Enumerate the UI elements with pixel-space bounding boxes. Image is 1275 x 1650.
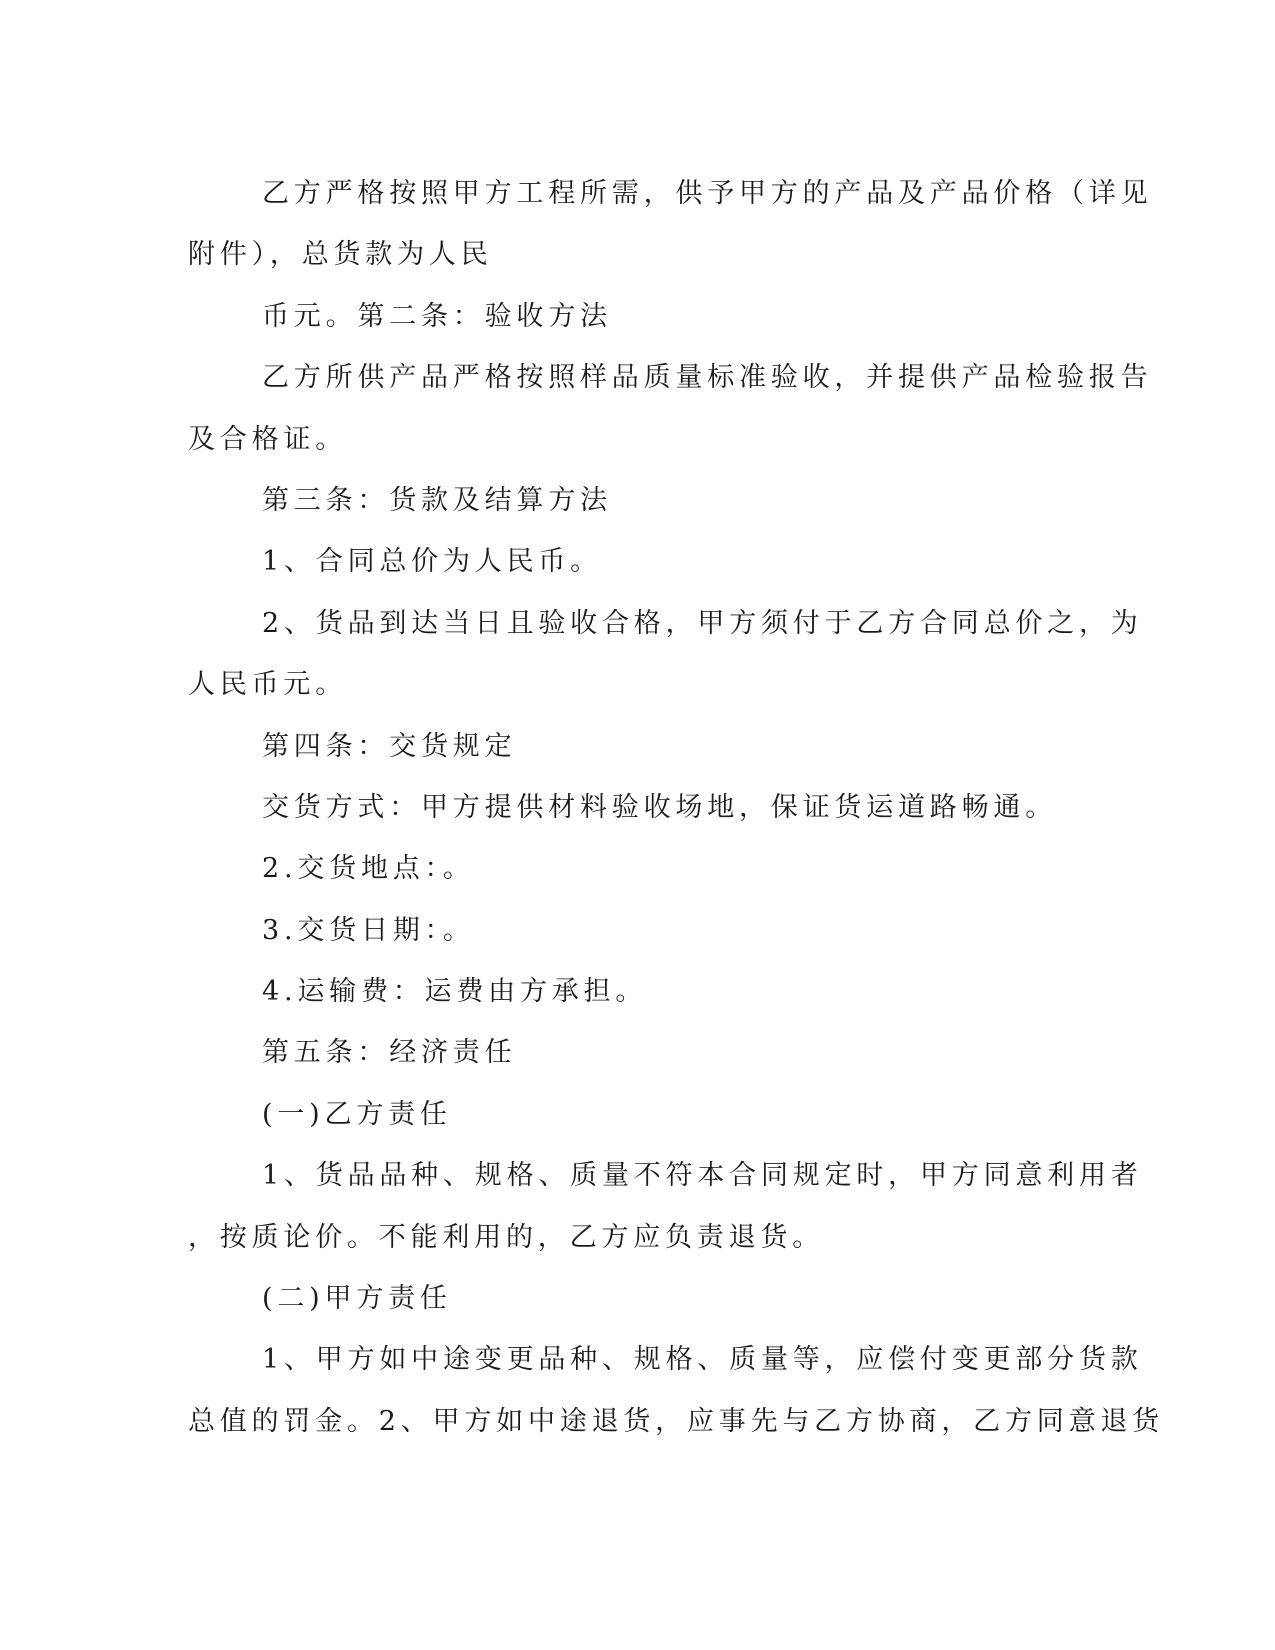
paragraph-line: 总值的罚金。2、甲方如中途退货，应事先与乙方协商，乙方同意退货 — [188, 1405, 1164, 1437]
paragraph-line: 1、甲方如中途变更品种、规格、质量等，应偿付变更部分货款 — [262, 1344, 1143, 1376]
section-heading: 第三条：货款及结算方法 — [262, 484, 612, 516]
paragraph-line: ，按质论价。不能利用的，乙方应负责退货。 — [188, 1221, 824, 1253]
paragraph-line: 乙方严格按照甲方工程所需，供予甲方的产品及产品价格（详见 — [262, 178, 1153, 209]
paragraph-line: 附件），总货款为人民 — [188, 239, 493, 271]
contract-text — [188, 163, 1164, 1452]
paragraph-line: 2、货品到达当日且验收合格，甲方须付于乙方合同总价之，为 — [262, 607, 1143, 639]
paragraph-line: 4.运输费：运费由方承担。 — [262, 976, 648, 1008]
section-heading: 第五条：经济责任 — [262, 1037, 517, 1069]
paragraph-line: 及合格证。 — [188, 423, 347, 455]
paragraph-line: 人民币元。 — [188, 669, 347, 701]
subsection-heading: (一)乙方责任 — [262, 1098, 452, 1130]
paragraph-line: 币元。第二条：验收方法 — [262, 300, 612, 332]
paragraph-line: 2.交货地点：。 — [262, 853, 475, 885]
subsection-heading: (二)甲方责任 — [262, 1283, 452, 1315]
paragraph-line: 交货方式：甲方提供材料验收场地，保证货运道路畅通。 — [262, 791, 1057, 823]
paragraph-line: 3.交货日期：。 — [262, 914, 475, 946]
paragraph-line: 1、货品品种、规格、质量不符本合同规定时，甲方同意利用者 — [262, 1160, 1143, 1192]
paragraph-line: 乙方所供产品严格按照样品质量标准验收，并提供产品检验报告 — [262, 362, 1153, 394]
paragraph-line: 1、合同总价为人民币。 — [262, 546, 602, 578]
section-heading: 第四条：交货规定 — [262, 730, 517, 762]
